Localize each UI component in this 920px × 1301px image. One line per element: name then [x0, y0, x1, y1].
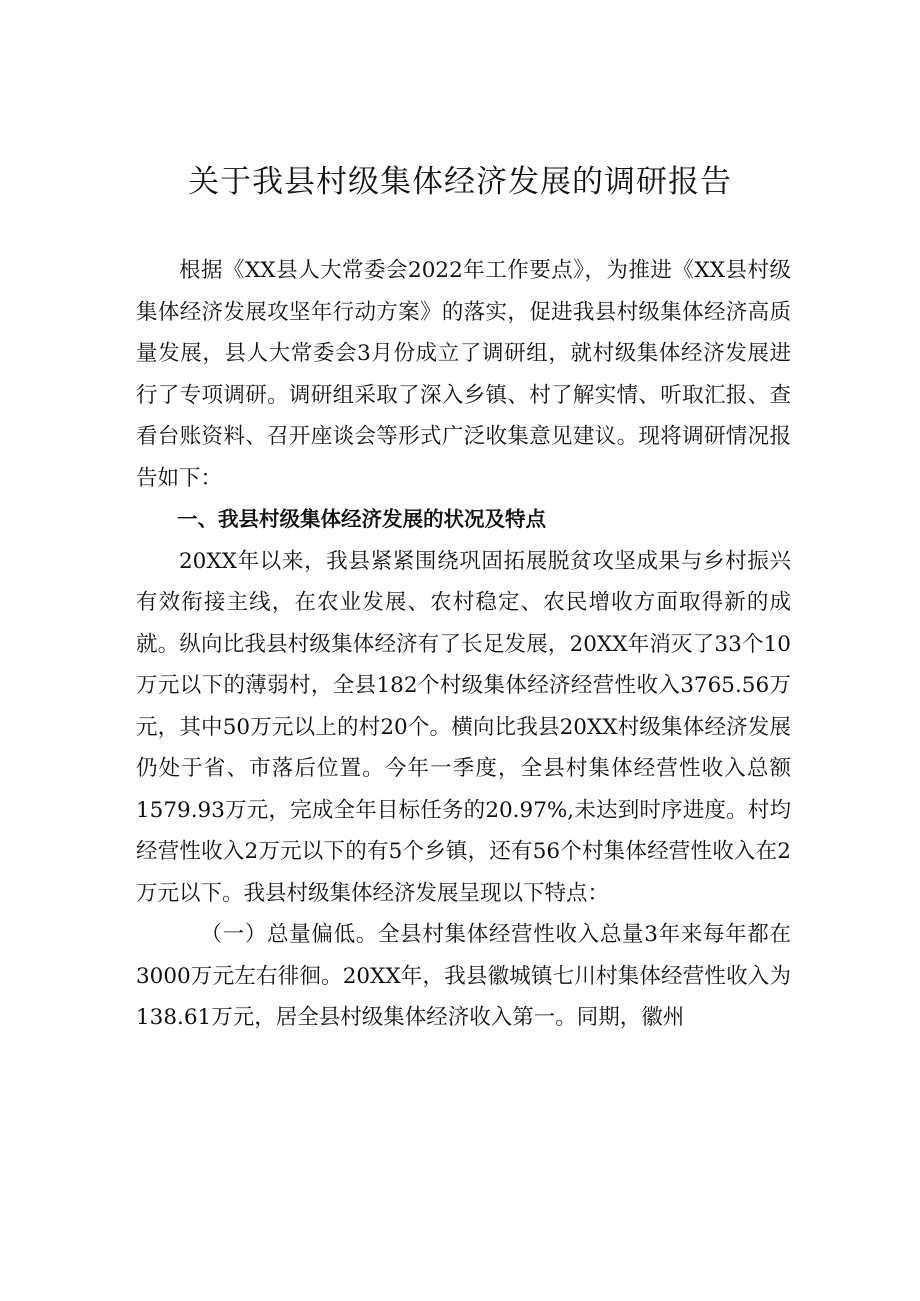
- status-paragraph: 20XX年以来，我县紧紧围绕巩固拓展脱贫攻坚成果与乡村振兴有效衔接主线，在农业发展、农村稳定、农民增收方面取得新的成就。纵向比我县村级集体经济有了长足发展，20XX年消灭了33个10万元以下的薄弱村，全县182个村级集体经济经营性收入3765.56万元，其中50万元以上的村20个。横向比我县20XX村级集体经济发展仍处于省、市落后位置。今年一季度，全县村集体经营性收入总额1579.93万元，完成全年目标任务的20.97%,未达到时序进度。村均经营性收入2万元以下的有5个乡镇，还有56个村集体经营性收入在2万元以下。我县村级集体经济发展呈现以下特点：: [136, 548, 791, 906]
- document-body: [136, 250, 791, 1039]
- section-heading: 一、我县村级集体经济发展的状况及特点: [177, 507, 546, 531]
- subsection-paragraph: （一）总量偏低。全县村集体经营性收入总量3年来每年都在3000万元左右徘徊。20XX年，我县徽城镇七川村集体经营性收入为138.61万元，居全县村级集体经济收入第一。同期，徽州: [136, 922, 791, 1030]
- intro-paragraph: 根据《XX县人大常委会2022年工作要点》，为推进《XX县村级集体经济发展攻坚年行动方案》的落实，促进我县村级集体经济高质量发展，县人大常委会3月份成立了调研组，就村级集体经济发展进行了专项调研。调研组采取了深入乡镇、村了解实情、听取汇报、查看台账资料、召开座谈会等形式广泛收集意见建议。现将调研情况报告如下：: [136, 258, 791, 491]
- document-title: 关于我县村级集体经济发展的调研报告: [188, 164, 732, 200]
